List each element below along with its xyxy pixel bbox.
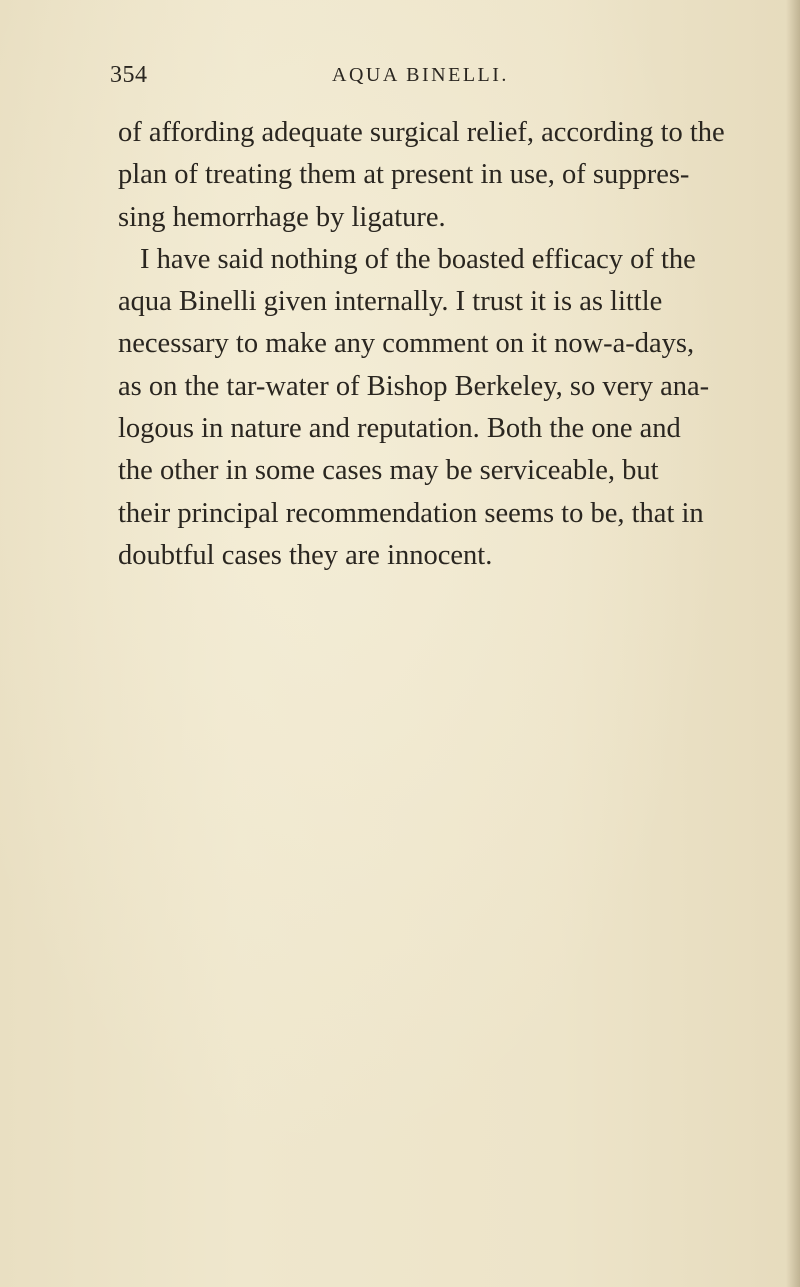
page-edge-shadow bbox=[786, 0, 800, 1287]
text-line: logous in nature and reputation. Both the one and bbox=[118, 413, 681, 445]
page-number: 354 bbox=[110, 62, 148, 88]
text-line: doubtful cases they are innocent. bbox=[118, 539, 493, 571]
text-line: of affording adequate surgical relief, according to the bbox=[118, 117, 725, 148]
text-line: aqua Binelli given internally. I trust it is as little bbox=[118, 286, 663, 318]
text-line: their principal recommendation seems to be, that in bbox=[118, 497, 704, 529]
body-text bbox=[118, 112, 738, 577]
paragraph-start-line: I have said nothing of the boasted efficacy of the bbox=[140, 243, 696, 275]
text-line: plan of treating them at present in use, of suppres- bbox=[118, 159, 690, 191]
text-line: as on the tar-water of Bishop Berkeley, so very ana- bbox=[118, 370, 710, 402]
text-line: sing hemorrhage by ligature. bbox=[118, 201, 446, 233]
text-line: the other in some cases may be serviceable, but bbox=[118, 455, 659, 487]
text-line: necessary to make any comment on it now-a-days, bbox=[118, 328, 695, 360]
running-title: AQUA BINELLI. bbox=[332, 64, 509, 86]
running-header bbox=[110, 62, 710, 94]
